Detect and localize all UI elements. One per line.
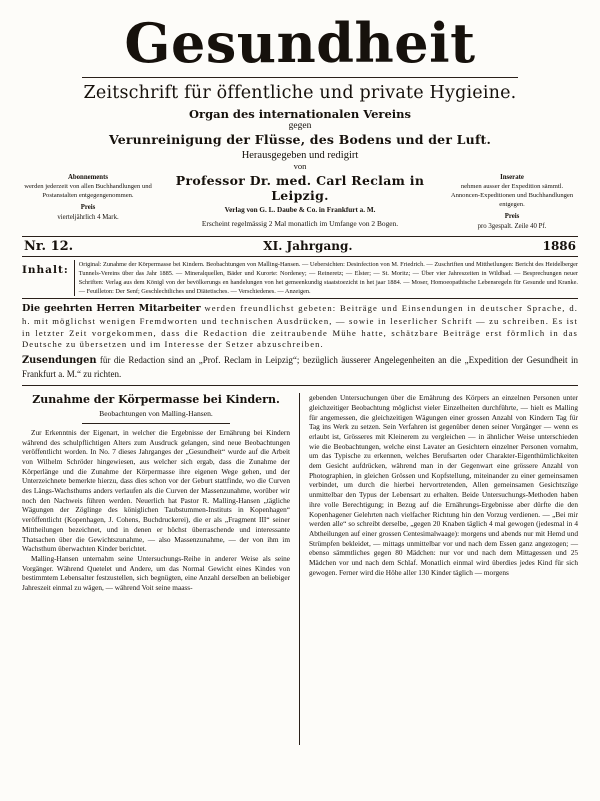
column-right xyxy=(300,393,578,745)
organ-line-1: Organ des internationalen Vereins xyxy=(189,107,411,122)
contents-section xyxy=(22,260,578,297)
organ-line-2: Verunreinigung der Flüsse, des Bodens und der Luft. xyxy=(108,132,492,148)
subscription-notice xyxy=(22,173,154,223)
divider xyxy=(82,423,229,424)
editor-block xyxy=(154,173,446,228)
masthead xyxy=(22,11,578,172)
contents-text: Original: Zunahme der Körpermasse bei Kindern. Beobachtungen von Malling-Hansen. — Uebersichten: Desinfection von M. Friedrich. — Zuschriften und Mittheilungen: Bericht des Heidelberger Tunnels-Vereins über das Jahr 1885. — Mineralquellen, Bäder und Kurorte: Nordeney; — Reineretz; — Elster; — St. Moritz; — Über vier Jahreszeiten in Wildbad. — Besprechungen neuer Schriften: Verlag aus dem Königl von der bevölkerungs en handelungen von het gemeenkundig staatstoezicht in het jaar 1884. — Moser, Homoeopathische Lebensregeln für Gesunde und Kranke. — Feuilleton: Der Senf; Geschlechtliches und Diätetisches. — Verschiedenes. — Anzeigen. xyxy=(74,260,578,297)
submissions-notice-lead: Zusendungen xyxy=(22,354,97,366)
advertising-notice xyxy=(446,173,578,232)
advertising-header: Inserate xyxy=(500,174,524,182)
contributors-notice-lead: Die geehrten Herren Mitarbeiter xyxy=(22,303,201,315)
publisher-line: Verlag von G. L. Daube & Co. in Frankfurt a. M. xyxy=(224,206,376,215)
subscription-price-text: vierteljährlich 4 Mark. xyxy=(57,213,119,221)
divider xyxy=(22,256,578,257)
organ-gegen: gegen xyxy=(288,121,312,132)
advertising-price-text: pro 3gespalt. Zeile 40 Pf. xyxy=(477,222,547,230)
editor-name: Professor Dr. med. Carl Reclam in Leipzig. xyxy=(175,173,425,204)
issue-line xyxy=(22,237,578,256)
contributors-notice-text: werden freundlichst gebeten: Beiträge und Einsendungen in deutscher Sprache, d. h. mit möglichst wenigen Fremdworten und technischen Ausdrücken, — sowie in leserlicher Schrift — zu schreiben. Es ist in letzter Zeit vorgekommen, dass die Redaction die zeitraubende Mühe hatte, schätzbare Beiträge erst förmlich in das Deutsche zu übersetzen und im Interesse der Setzer abzuschreiben. xyxy=(22,303,578,350)
divider xyxy=(22,298,578,299)
frequency-line: Erscheint regelmässig 2 Mal monatlich im Umfange von 2 Bogen. xyxy=(201,219,399,229)
paragraph: gebenden Untersuchungen über die Ernährung des Körpers an einzelnen Personen unter gleichzeitiger Beobachtung möglichst vieler Einzelheiten durchführte, — hielt es Malling für angemessen, die gleichzeitigen Wägungen einer grossen Anzahl von Kindern Tag für Tag ins Werk zu setzen. Sein Verfahren ist gegenüber denen seiner Vorgänger — wenn es erlaubt ist, Grösseres mit Kleinerem zu vergleichen — in ähnlicher Weise unterschieden wie die Beobachtungen, welche einst Lavater an Gesichtern einzelner Personen vornahm, um das Typische zu erkennen, welches Berufsarten oder Charakter-Eigenthümlichkeiten dem Gesicht aufdrücken, während man in der Gegenwart eine grössere Anzahl von Photographien, in gleichen Grössen und Kopfstellung, miteinander zu einer gemeinsamen verbindet, um durch die hierbei hervortretenden, Allen gemeinsamen Gesichtszüge unmittelbar den Typus der Lebensart zu erhalten. Beide Untersuchungs-Methoden haben ihre volle Berechtigung; in Bezug auf die Ernährungs-Ergebnisse aber dürfte die den Kopenhagener Gelehrten nach vielfacher Richtung hin den Vorzug verdienen. — „Bei mir werden alle“ so schreibt derselbe, „gegen 20 Knaben täglich 4 mal gewogen (jedesmal in 4 Abtheilungen auf einer grossen Centesimalwaage): morgens und abends nur mit Hemd und Strümpfen bekleidet, — mittags unmittelbar vor und nach dem Essen ganz angezogen; — ebenso sämmtliches gegen 80 Mädchen: nur vor und nach dem Mittagessen und 25 Mädchen vor und nach dem Schlaf. Monatlich einmal wird überdies jedes Kind für sich gewogen. Ferner wird die Höhe aller 130 Kinder täglich — morgens xyxy=(309,393,578,577)
contents-label: Inhalt: xyxy=(22,263,69,276)
contributors-notice xyxy=(22,303,578,351)
paragraph: Malling-Hansen unternahm seine Untersuchungs-Reihe in anderer Weise als seine Vorgänger. Während Quetelet und Andere, um das Normal Gewicht eines Kindes von bestimmtem Lebensalter festzustellen, sich begnügten, eine Anzahl derselben an beliebiger Jahreszeit einmal zu wägen, — während Voit seine maass- xyxy=(22,553,290,593)
issue-volume: XI. Jahrgang. xyxy=(263,238,353,253)
column-left xyxy=(22,393,300,745)
subscription-header: Abonnements xyxy=(67,174,109,182)
divider xyxy=(22,385,578,386)
subscription-price-header: Preis xyxy=(80,204,96,212)
subscription-text: werden jederzeit von allen Buchhandlungen und Postanstalten entgegengenommen. xyxy=(24,183,152,200)
edited-line: Herausgegeben und redigirt xyxy=(241,150,359,162)
paragraph: Zur Erkenntnis der Eigenart, in welcher die Ergebnisse der Ernährung bei Kindern während des schulpflichtigen Alters zum Ausdruck gelangen, sind neue Beobachtungen veröffentlicht worden. In No. 7 dieses Jahrganges der „Gesundheit“ wurde auf die Arbeit von Wilhelm Schröder hingewiesen, aus welcher sich ergab, dass die Zunahme der Körperlänge und die Zunahme der Körpermasse ihre eigenen Wege gehen, und der Unterzeichnete bemerkte hierzu, dass dies schon vor der Geburt stattfinde, wo die Curven des Längs-Wachsthums anders verlaufen als die Curven der Massenzunahme, worüber wir noch den Nachweis führen werden. Neuerlich hat Pastor R. Malling-Hansen „tägliche Wägungen der Zöglinge des königlichen Taubstummen-Instituts in Kopenhagen“ veröffentlicht (Kopenhagen, J. Cohens, Buchdruckerei), die er als „Fragment III“ seiner Mittheilungen bezeichnet, und in denen er höchst überraschende und interessante Thatsachen über die Gewichtszunahme, — also Massenzunahme, — der von ihm im Wachsthum überwachten Kinder berichtet. xyxy=(22,427,290,554)
submissions-notice-text: für die Redaction sind an „Prof. Reclam in Leipzig“; bezüglich äusserer Angelegenheiten an die „Expedition der Gesundheit in Frankfurt a. M.“ zu richten. xyxy=(22,354,578,379)
issue-number: Nr. 12. xyxy=(24,238,74,254)
advertising-price-header: Preis xyxy=(504,212,520,220)
advertising-text: nehmen ausser der Expedition sämmtl. Annoncen-Expeditionen und Buchhandlungen entgegen. xyxy=(450,183,574,209)
journal-title: Gesundheit xyxy=(124,11,476,75)
submissions-notice xyxy=(22,354,578,380)
article-subtitle: Beobachtungen von Malling-Hansen. xyxy=(99,408,213,418)
divider xyxy=(82,77,518,78)
von-label: von xyxy=(293,161,307,172)
journal-subtitle: Zeitschrift für öffentliche und private Hygieine. xyxy=(83,83,517,104)
article-body xyxy=(22,393,578,745)
issue-year: 1886 xyxy=(542,238,576,253)
article-title: Zunahme der Körpermasse bei Kindern. xyxy=(32,393,280,407)
imprint-strip xyxy=(22,173,578,232)
